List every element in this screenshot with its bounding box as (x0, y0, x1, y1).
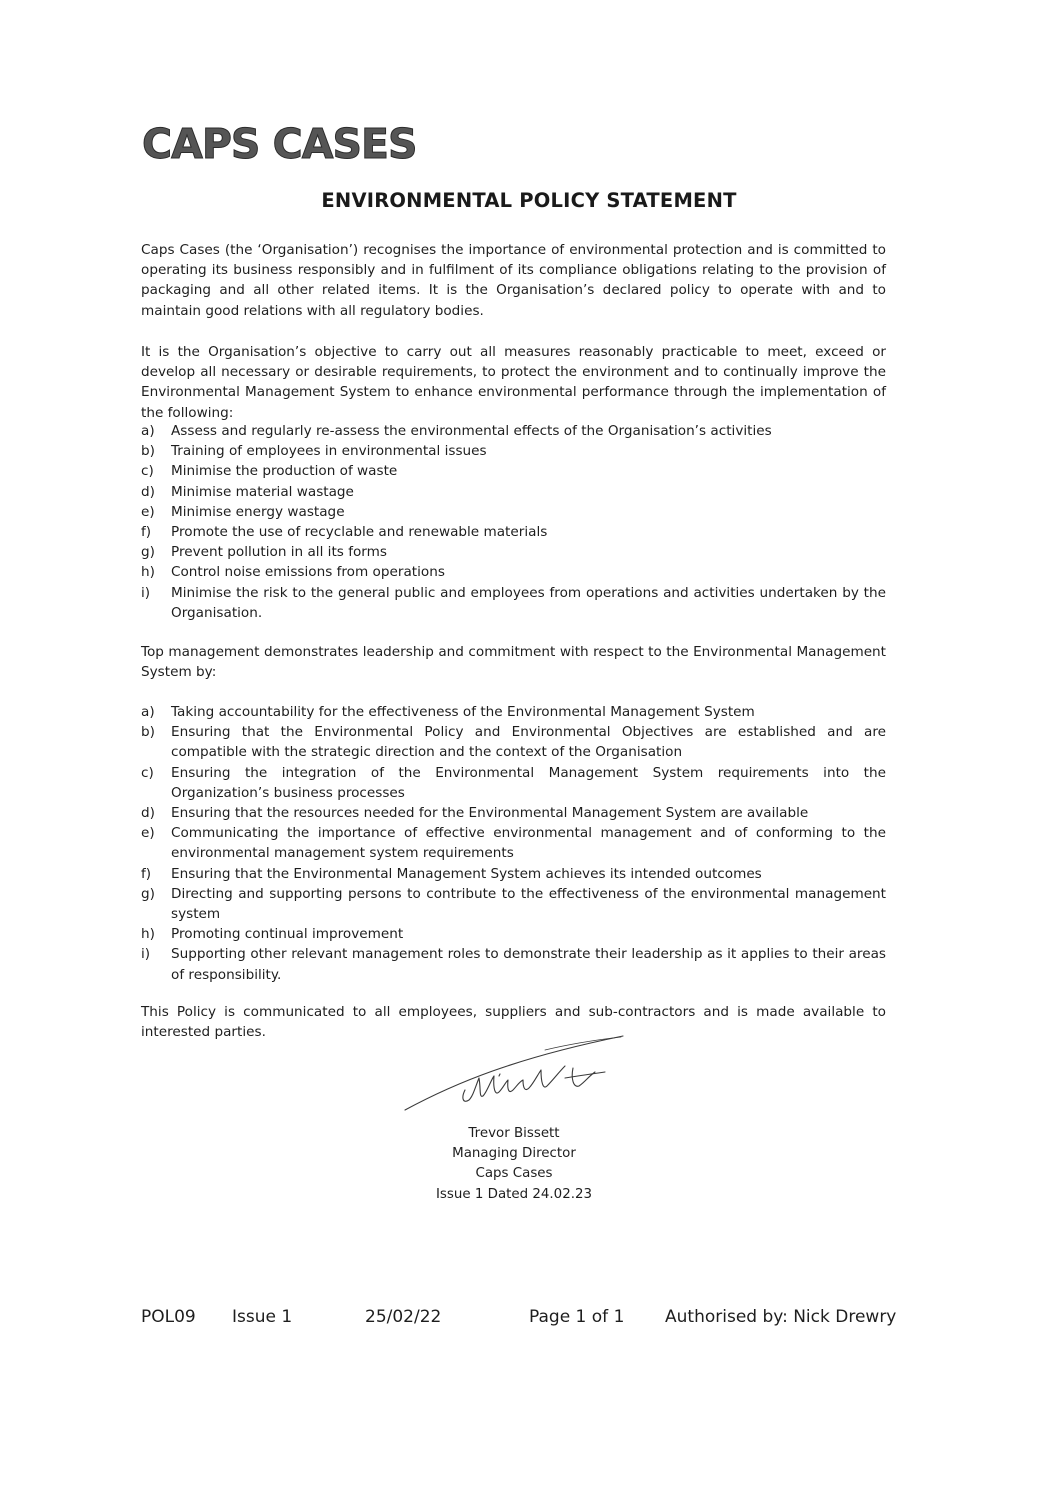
leadership-list (141, 702, 886, 985)
list-item-text: Minimise energy wastage (171, 503, 345, 520)
list-item-text: Ensuring that the Environmental Policy and Environmental Objectives are established and are compatible with the strategic direction and the context of the Organisation (171, 724, 886, 761)
list-item-text: Ensuring that the Environmental Management System achieves its intended outcomes (171, 865, 762, 882)
list-item (141, 924, 886, 944)
list-marker: a) (141, 423, 155, 439)
signoff-block (364, 1124, 664, 1205)
list-marker: e) (141, 825, 155, 842)
list-marker: c) (141, 764, 154, 781)
signatory-role: Managing Director (452, 1146, 576, 1162)
signatory-company: Caps Cases (475, 1166, 553, 1182)
list-item-text: Taking accountability for the effectiveness of the Environmental Management System (171, 704, 755, 720)
list-marker: c) (141, 463, 154, 480)
list-item (141, 482, 886, 502)
list-item (141, 803, 886, 823)
list-marker: h) (141, 564, 155, 581)
leadership-paragraph (141, 642, 886, 682)
intro-paragraph (141, 240, 886, 321)
list-item (141, 441, 886, 461)
footer-date: 25/02/22 (365, 1307, 442, 1327)
list-item-text: Promoting continual improvement (171, 926, 404, 943)
list-item-text: Assess and regularly re-assess the environmental effects of the Organisation’s activities (171, 423, 772, 439)
footer-authorised-by: Authorised by: Nick Drewry (665, 1307, 897, 1327)
list-item (141, 763, 886, 803)
list-marker: b) (141, 724, 155, 741)
list-item-text: Prevent pollution in all its forms (171, 544, 387, 561)
footer-issue: Issue 1 (232, 1307, 293, 1327)
page-title: ENVIRONMENTAL POLICY STATEMENT (321, 189, 737, 212)
list-marker: h) (141, 926, 155, 943)
list-item (141, 864, 886, 884)
list-marker: g) (141, 885, 155, 902)
objectives-list (141, 421, 886, 623)
list-item (141, 722, 886, 762)
list-item-text: Minimise material wastage (171, 483, 354, 500)
footer-page-number: Page 1 of 1 (529, 1307, 625, 1327)
list-marker: i) (141, 946, 151, 963)
objective-paragraph (141, 342, 886, 423)
issue-date: Issue 1 Dated 24.02.23 (435, 1186, 593, 1202)
handwritten-signature (395, 1028, 635, 1118)
intro-text: Caps Cases (the ‘Organisation’) recognises the importance of environmental protection and is committed to operating its business responsibly and in fulfilment of its compliance obligations relating to the provision of packaging and all other related items. It is the Organisation’s declared policy to operate with and to maintain good relations with all regulatory bodies. (141, 242, 886, 319)
list-marker: g) (141, 544, 155, 561)
list-marker: d) (141, 805, 155, 822)
list-item (141, 823, 886, 863)
list-item (141, 542, 886, 562)
company-logo: CAPS CASES (142, 120, 417, 168)
list-item-text: Directing and supporting persons to contribute to the effectiveness of the environmental management system (171, 885, 886, 923)
list-item (141, 884, 886, 924)
list-item (141, 944, 886, 984)
list-item-text: Supporting other relevant management roles to demonstrate their leadership as it applies to their areas of responsibility. (171, 946, 886, 983)
list-item (141, 562, 886, 582)
list-marker: f) (141, 865, 152, 882)
list-item (141, 421, 886, 441)
list-item-text: Minimise the production of waste (171, 463, 398, 480)
list-item (141, 461, 886, 481)
list-item-text: Communicating the importance of effective environmental management and of conforming to the environmental management system requirements (171, 825, 886, 862)
objective-text: It is the Organisation’s objective to carry out all measures reasonably practicable to meet, exceed or develop all necessary or desirable requirements, to protect the environment and to continually improve the Environmental Management System to enhance environmental performance through the implementation of the following: (141, 344, 886, 421)
list-marker: a) (141, 704, 155, 720)
list-marker: d) (141, 483, 155, 500)
list-item-text: Promote the use of recyclable and renewable materials (171, 524, 548, 541)
list-item (141, 583, 886, 623)
list-marker: e) (141, 503, 155, 520)
list-item (141, 702, 886, 722)
closing-text: This Policy is communicated to all employees, suppliers and sub-contractors and is made available to interested parties. (141, 1004, 886, 1041)
list-item-text: Training of employees in environmental issues (171, 443, 487, 460)
list-item-text: Minimise the risk to the general public and employees from operations and activities undertaken by the Organisation. (171, 584, 886, 621)
list-item (141, 502, 886, 522)
list-item (141, 522, 886, 542)
list-marker: b) (141, 443, 155, 460)
list-marker: i) (141, 584, 151, 601)
signatory-name: Trevor Bissett (468, 1126, 560, 1141)
list-marker: f) (141, 524, 152, 541)
list-item-text: Ensuring that the resources needed for the Environmental Management System are available (171, 805, 809, 822)
footer-doc-code: POL09 (141, 1307, 196, 1327)
list-item-text: Ensuring the integration of the Environmental Management System requirements into the Organization’s business processes (171, 764, 886, 801)
list-item-text: Control noise emissions from operations (171, 564, 445, 581)
leadership-text: Top management demonstrates leadership and commitment with respect to the Environmental Management System by: (141, 644, 886, 681)
